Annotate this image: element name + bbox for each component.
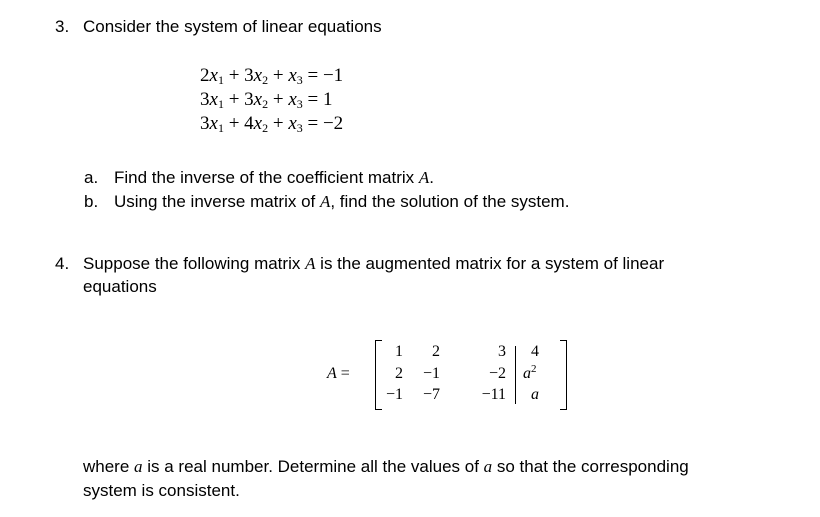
problem-4-text-line1: Suppose the following matrix A is the augmented matrix for a system of linear bbox=[83, 254, 665, 273]
matrix-cell-r3c1: −1 bbox=[385, 386, 403, 403]
problem-3-number: 3. bbox=[55, 17, 70, 36]
equation-1: $2x_1 + 3x_2 + x_3 = -1$ bbox=[200, 65, 344, 87]
matrix-cell-r2c3: −2 bbox=[488, 365, 506, 382]
matrix-cell-r1c2: 2 bbox=[432, 343, 440, 360]
matrix-cell-r1c3: 3 bbox=[498, 343, 506, 360]
matrix-cell-r1c4: 4 bbox=[531, 343, 539, 360]
equation-2: $3x_1 + 3x_2 + x_3 = 1$ bbox=[200, 89, 333, 111]
part-a-text: Find the inverse of the coefficient matrix A. bbox=[114, 168, 435, 187]
problem-3-prompt: Consider the system of linear equations bbox=[83, 17, 382, 36]
matrix-cell-r3c3: −11 bbox=[481, 386, 506, 403]
matrix-right-bracket bbox=[560, 340, 567, 410]
matrix-cell-r2c4: $a^2$ bbox=[523, 363, 537, 382]
problem-4-footer-line2: system is consistent. bbox=[83, 481, 240, 500]
matrix-label: A = bbox=[327, 365, 350, 382]
problem-4-text-line2: equations bbox=[83, 277, 157, 296]
problem-4-number: 4. bbox=[55, 254, 70, 273]
part-a-label: a. bbox=[84, 168, 99, 187]
matrix-cell-r2c1: 2 bbox=[395, 365, 403, 382]
part-b-text: Using the inverse matrix of A, find the solution of the system. bbox=[114, 192, 570, 211]
matrix-cell-r3c4: a bbox=[531, 386, 539, 403]
matrix-cell-r3c2: −7 bbox=[422, 386, 440, 403]
equation-3: $3x_1 + 4x_2 + x_3 = -2$ bbox=[200, 113, 344, 135]
matrix-cell-r2c2: −1 bbox=[422, 365, 440, 382]
matrix-cell-r1c1: 1 bbox=[395, 343, 403, 360]
augmented-divider bbox=[515, 346, 516, 404]
problem-4-footer-line1: where a is a real number. Determine all the values of a so that the corresponding bbox=[83, 457, 689, 476]
part-b-label: b. bbox=[84, 192, 99, 211]
